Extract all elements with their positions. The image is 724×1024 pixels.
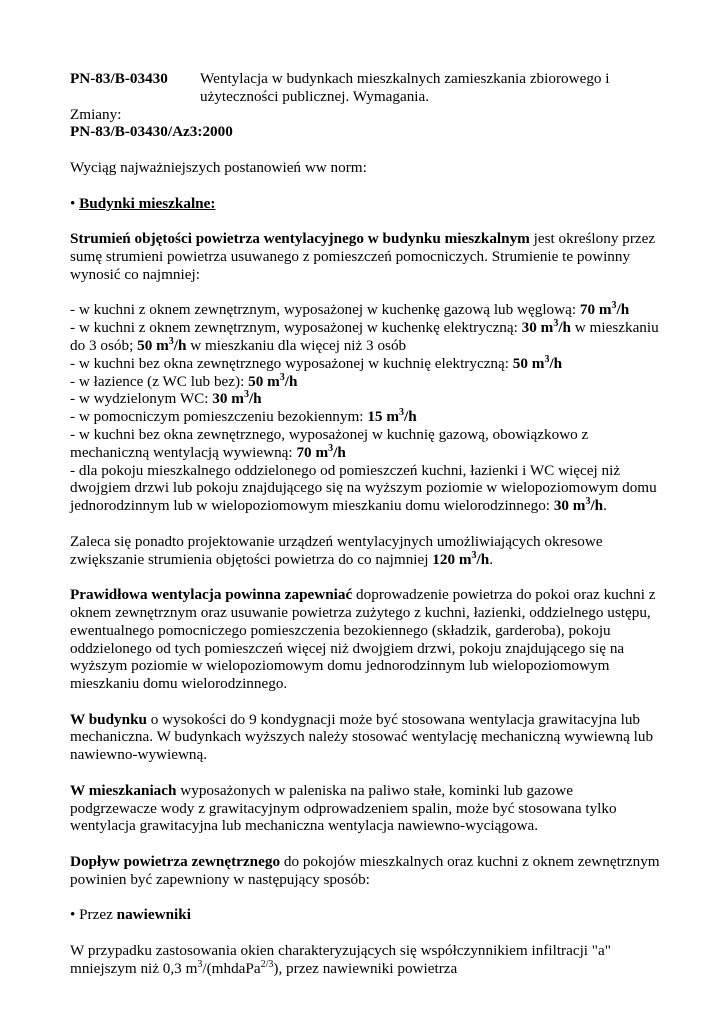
list-item: - dla pokoju mieszkalnego oddzielonego od pomieszczeń kuchni, łazienki i WC więcej niż dwojgiem drzwi lub pokoju znajdującego się na wyższym poziomie w wielopoziomowym domu jednorodzinnym lub w wielopoziomowym mieszkaniu domu wielorodzinnego: 30 $m^3/h$. xyxy=(70,461,657,515)
standard-title: Wentylacja w budynkach mieszkalnych zamieszkania zbiorowego i użyteczności publicznej. Wymagania. xyxy=(200,70,610,105)
standard-header xyxy=(70,70,660,106)
list-item: - w kuchni bez okna zewnętrznego, wyposażonej w kuchnię gazową, obowiązkowo z mechaniczną wentylacją wywiewną: 70 $m^3/h$ xyxy=(70,425,589,461)
list-item: - w kuchni z oknem zewnętrznym, wyposażonej w kuchenkę gazową lub węglową: 70 $m^3/h$ xyxy=(70,300,630,319)
paragraph-airflow: Strumień objętości powietrza wentylacyjnego w budynku mieszkalnym jest określony przez sumę strumieni powietrza usuwanego z pomieszczeń pomocniczych. Strumienie te powinny wynosić co najmniej: xyxy=(70,230,656,283)
section-heading-vents: • Przez nawiewniki xyxy=(70,906,191,924)
paragraph-outdoor-air: Dopływ powietrza zewnętrznego do pokojów mieszkalnych oraz kuchni z oknem zewnętrznym powinien być zapewniony w następujący sposób: xyxy=(70,853,660,888)
paragraph-infiltration: W przypadku zastosowania okien charakteryzujących się współczynnikiem infiltracji "a" mniejszym niż 0,3 $m^3/(mhdaPa^{2/3})$, przez nawiewniki powietrza xyxy=(70,942,611,977)
paragraph-building: W budynku o wysokości do 9 kondygnacji może być stosowana wentylacja grawitacyjna lub mechaniczna. W budynkach wyższych należy stosować wentylację mechaniczną wywiewną lub nawiewno-wywiewną. xyxy=(70,710,654,764)
changes-label: Zmiany: xyxy=(70,105,122,123)
paragraph-apartments: W mieszkaniach wyposażonych w paleniska na paliwo stałe, kominki lub gazowe podgrzewacze wody z grawitacyjnym odprowadzeniem spalin, może być stosowana tylko wentylacja grawitacyjna lub mechaniczna wentylacja nawiewno-wyciągowa. xyxy=(70,781,617,835)
list-item: - w pomocniczym pomieszczeniu bezokiennym: 15 $m^3/h$ xyxy=(70,407,417,426)
list-item: - w łazience (z WC lub bez): 50 $m^3/h$ xyxy=(70,371,298,390)
intro-text: Wyciąg najważniejszych postanowień ww norm: xyxy=(70,158,367,176)
list-item: - w wydzielonym WC: 30 $m^3/h$ xyxy=(70,389,262,408)
list-item: - w kuchni bez okna zewnętrznego wyposażonej w kuchnię elektryczną: 50 $m^3/h$ xyxy=(70,353,563,372)
list-item: - w kuchni z oknem zewnętrznym, wyposażonej w kuchenkę elektryczną: 30 $m^3/h$ w mieszkaniu do 3 osób; 50 $m^3/h$ w mieszkaniu dla więcej niż 3 osób xyxy=(70,318,659,354)
standard-code: PN-83/B-03430 xyxy=(70,70,168,87)
paragraph-recommendation: Zaleca się ponadto projektowanie urządzeń wentylacyjnych umożliwiających okresowe zwiększanie strumienia objętości powietrza do co najmniej 120 $m^3/h$. xyxy=(70,532,603,568)
amendment-code: PN-83/B-03430/Az3:2000 xyxy=(70,123,233,141)
paragraph-proper-ventilation: Prawidłowa wentylacja powinna zapewniać doprowadzenie powietrza do pokoi oraz kuchni z oknem zewnętrznym oraz usuwanie powietrza zużytego z kuchni, łazienki, oddzielnego ustępu, ewentualnego pomocniczego pomieszczenia bezokiennego (składzik, garderoba), pokoju oddzielonego od tych pomieszczeń więcej niż dwojgiem drzwi, pokoju znajdującego się na wyższym poziomie w wielopoziomowym domu jednorodzinnym lub wielopoziomowym mieszkaniu domu wielorodzinnego. xyxy=(70,586,656,693)
section-heading-residential: • Budynki mieszkalne: xyxy=(70,194,216,212)
document-page xyxy=(70,70,660,978)
